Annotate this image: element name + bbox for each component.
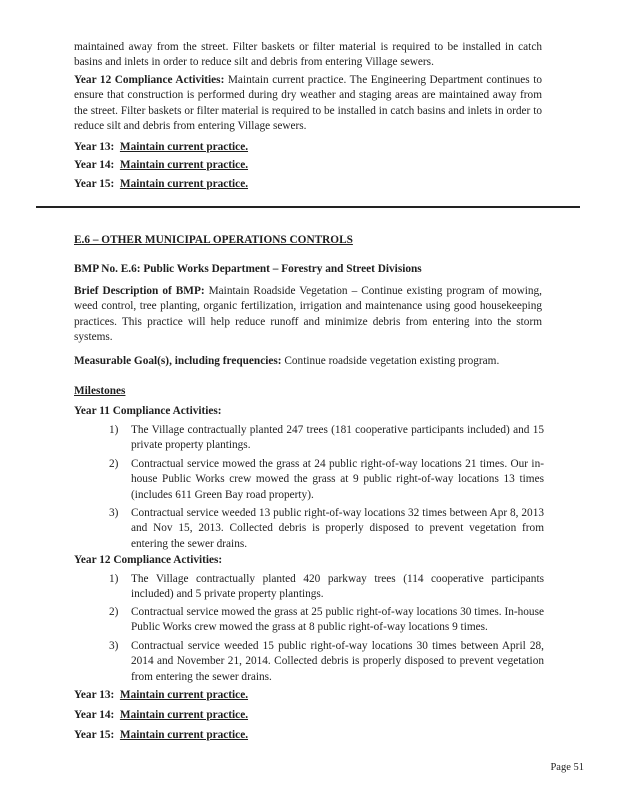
item-text: The Village contractually planted 420 parkway trees (114 cooperative participants included) and 5 private property plantings. bbox=[131, 573, 544, 601]
year15-label: Year 15: bbox=[74, 729, 115, 741]
brief-label: Brief Description of BMP: bbox=[74, 285, 205, 297]
year14-text: Maintain current practice. bbox=[119, 709, 249, 721]
section-title: E.6 – OTHER MUNICIPAL OPERATIONS CONTROLS bbox=[74, 234, 353, 246]
brief-description bbox=[74, 284, 542, 345]
brief-text: Maintain Roadside Vegetation – Continue existing program of mowing, weed control, tree planting, organic fertilization, irrigation and maintenance using good housekeeping practices. This practice will help reduce runoff and minimize debris from entering into the storm systems. bbox=[74, 285, 542, 343]
year11-heading: Year 11 Compliance Activities: bbox=[74, 405, 222, 417]
item-text: Contractual service weeded 15 public right-of-way locations 30 times between April 28, 2014 and November 21, 2014. Collected debris is properly disposed to prevent vegetation from entering the sewer drains. bbox=[131, 640, 544, 683]
list-item bbox=[109, 506, 544, 552]
section-divider bbox=[36, 206, 580, 208]
goal-label: Measurable Goal(s), including frequencies: bbox=[74, 355, 282, 367]
milestones-heading: Milestones bbox=[74, 385, 126, 397]
year13-line-2 bbox=[74, 688, 248, 703]
item-text: Contractual service mowed the grass at 24 public right-of-way locations 21 times. Our in-house Public Works crew mowed the grass at 9 public right-of-way locations 13 times (includes 611 Green Bay road property). bbox=[131, 458, 544, 501]
year15-label: Year 15: bbox=[74, 178, 115, 190]
item-number: 2) bbox=[109, 606, 119, 618]
year13-text: Maintain current practice. bbox=[119, 141, 249, 153]
year15-line-2 bbox=[74, 728, 248, 743]
year12-heading: Year 12 Compliance Activities: bbox=[74, 554, 223, 566]
continuation-paragraph bbox=[74, 40, 542, 71]
item-number: 2) bbox=[109, 458, 119, 470]
measurable-goal bbox=[74, 354, 542, 369]
year13-label: Year 13: bbox=[74, 141, 115, 153]
year13-label: Year 13: bbox=[74, 689, 115, 701]
item-number: 3) bbox=[109, 640, 119, 652]
list-item bbox=[109, 423, 544, 454]
year14-text: Maintain current practice. bbox=[119, 159, 249, 171]
page-number: Page 51 bbox=[550, 762, 584, 773]
year15-line bbox=[74, 177, 248, 192]
year13-text: Maintain current practice. bbox=[119, 689, 249, 701]
year14-line-2 bbox=[74, 708, 248, 723]
item-text: The Village contractually planted 247 trees (181 cooperative participants included) and 15 private property plantings. bbox=[131, 424, 544, 452]
item-number: 3) bbox=[109, 507, 119, 519]
year12-text: Maintain current practice. The Engineering Department continues to ensure that construction is performed during dry weather and staging areas are maintained away from the street. Filter baskets or filter material is required to be installed in catch basins and inlets in order to reduce silt and debris from entering Village sewers. bbox=[74, 74, 542, 132]
list-item bbox=[109, 639, 544, 685]
list-item bbox=[109, 572, 544, 603]
year15-text: Maintain current practice. bbox=[119, 729, 249, 741]
year14-line bbox=[74, 158, 248, 173]
year14-label: Year 14: bbox=[74, 159, 115, 171]
item-text: Contractual service weeded 13 public right-of-way locations 32 times between Apr 8, 2013 and Nov 15, 2013. Collected debris is properly disposed to prevent vegetation from entering the sewer drains. bbox=[131, 507, 544, 550]
list-item bbox=[109, 605, 544, 636]
bmp-title: BMP No. E.6: Public Works Department – Forestry and Street Divisions bbox=[74, 263, 422, 275]
year12-intro-paragraph bbox=[74, 73, 542, 134]
item-number: 1) bbox=[109, 424, 119, 436]
goal-text: Continue roadside vegetation existing program. bbox=[284, 355, 500, 367]
item-text: Contractual service mowed the grass at 25 public right-of-way locations 30 times. In-house Public Works crew mowed the grass at 8 public right-of-way locations 9 times. bbox=[131, 606, 544, 634]
list-item bbox=[109, 457, 544, 503]
year14-label: Year 14: bbox=[74, 709, 115, 721]
year12-label: Year 12 Compliance Activities: bbox=[74, 74, 225, 86]
year15-text: Maintain current practice. bbox=[119, 178, 249, 190]
continuation-text: maintained away from the street. Filter baskets or filter material is required to be installed in catch basins and inlets in order to reduce silt and debris from entering Village sewers. bbox=[74, 41, 542, 69]
item-number: 1) bbox=[109, 573, 119, 585]
year13-line bbox=[74, 140, 248, 155]
